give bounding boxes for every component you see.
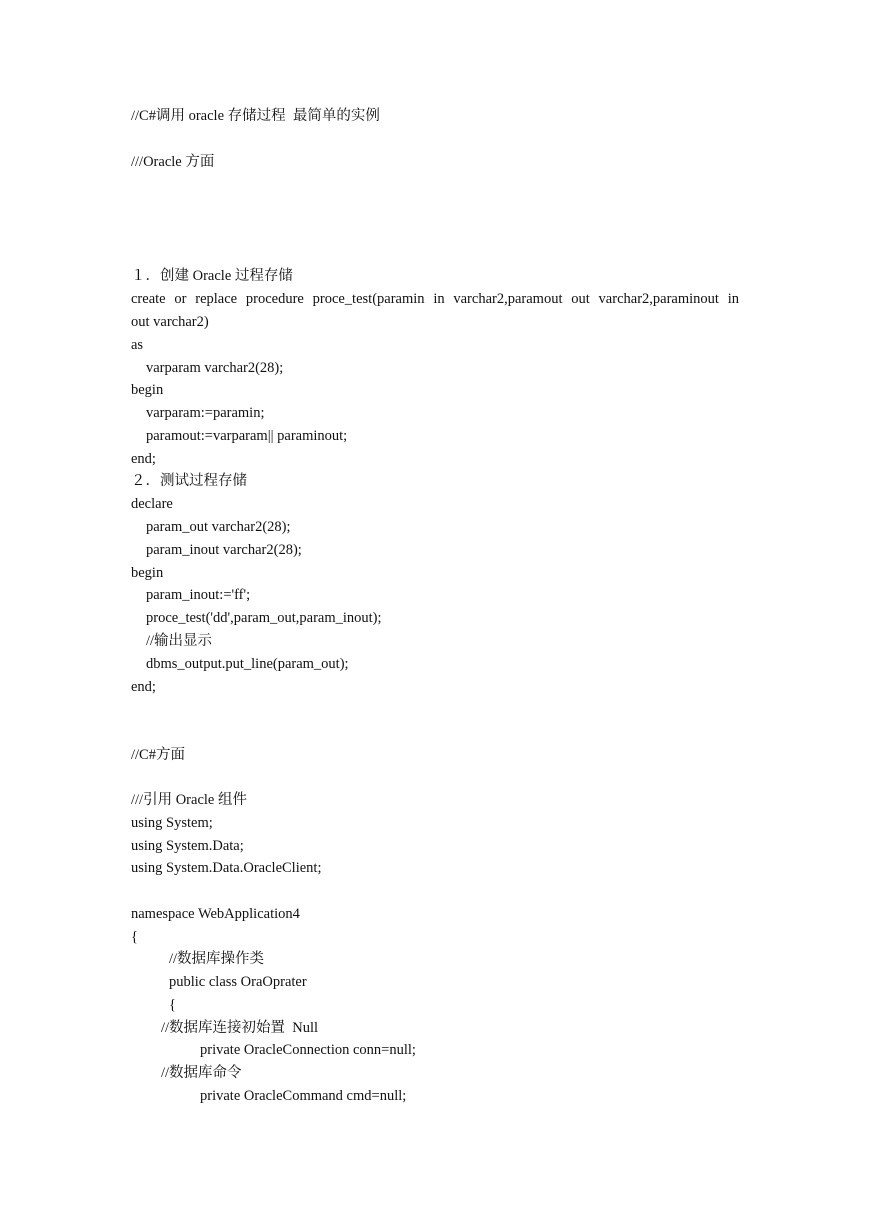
- code-line: as: [131, 337, 144, 353]
- code-line: out varchar2): [131, 314, 209, 330]
- code-comment: //数据库操作类: [169, 951, 265, 967]
- code-line: private OracleConnection conn=null;: [200, 1042, 416, 1058]
- code-comment: //输出显示: [146, 633, 213, 649]
- code-line: begin: [131, 565, 164, 581]
- section-heading: １．创建 Oracle 过程存储: [131, 268, 293, 284]
- code-line: {: [169, 997, 176, 1013]
- code-line: end;: [131, 451, 156, 467]
- code-line: varparam:=paramin;: [146, 405, 265, 421]
- section-heading: ２．测试过程存储: [131, 473, 247, 489]
- code-line: param_inout:='ff';: [146, 587, 251, 603]
- code-line: using System;: [131, 815, 213, 831]
- code-comment: //数据库连接初始置 Null: [161, 1020, 319, 1036]
- text-line: //C#调用 oracle 存储过程 最简单的实例: [131, 108, 380, 124]
- code-line: using System.Data.OracleClient;: [131, 860, 322, 876]
- code-line: varparam varchar2(28);: [146, 360, 284, 376]
- code-line: public class OraOprater: [169, 974, 307, 990]
- code-comment: //数据库命令: [161, 1065, 242, 1081]
- text-line: ///Oracle 方面: [131, 154, 215, 170]
- code-line: paramout:=varparam|| paraminout;: [146, 428, 348, 444]
- code-line: declare: [131, 496, 173, 512]
- code-line: param_out varchar2(28);: [146, 519, 291, 535]
- code-line: proce_test('dd',param_out,param_inout);: [146, 610, 382, 626]
- code-line: {: [131, 929, 138, 945]
- code-line: private OracleCommand cmd=null;: [200, 1088, 407, 1104]
- code-comment: //C#方面: [131, 747, 185, 763]
- code-line: begin: [131, 382, 164, 398]
- code-line: using System.Data;: [131, 838, 244, 854]
- code-line: create or replace procedure proce_test(paramin in varchar2,paramout out varchar2,paraminout in: [131, 291, 739, 307]
- code-line: end;: [131, 679, 156, 695]
- code-line: namespace WebApplication4: [131, 906, 300, 922]
- code-line: dbms_output.put_line(param_out);: [146, 656, 349, 672]
- code-comment: ///引用 Oracle 组件: [131, 792, 247, 808]
- code-line: param_inout varchar2(28);: [146, 542, 302, 558]
